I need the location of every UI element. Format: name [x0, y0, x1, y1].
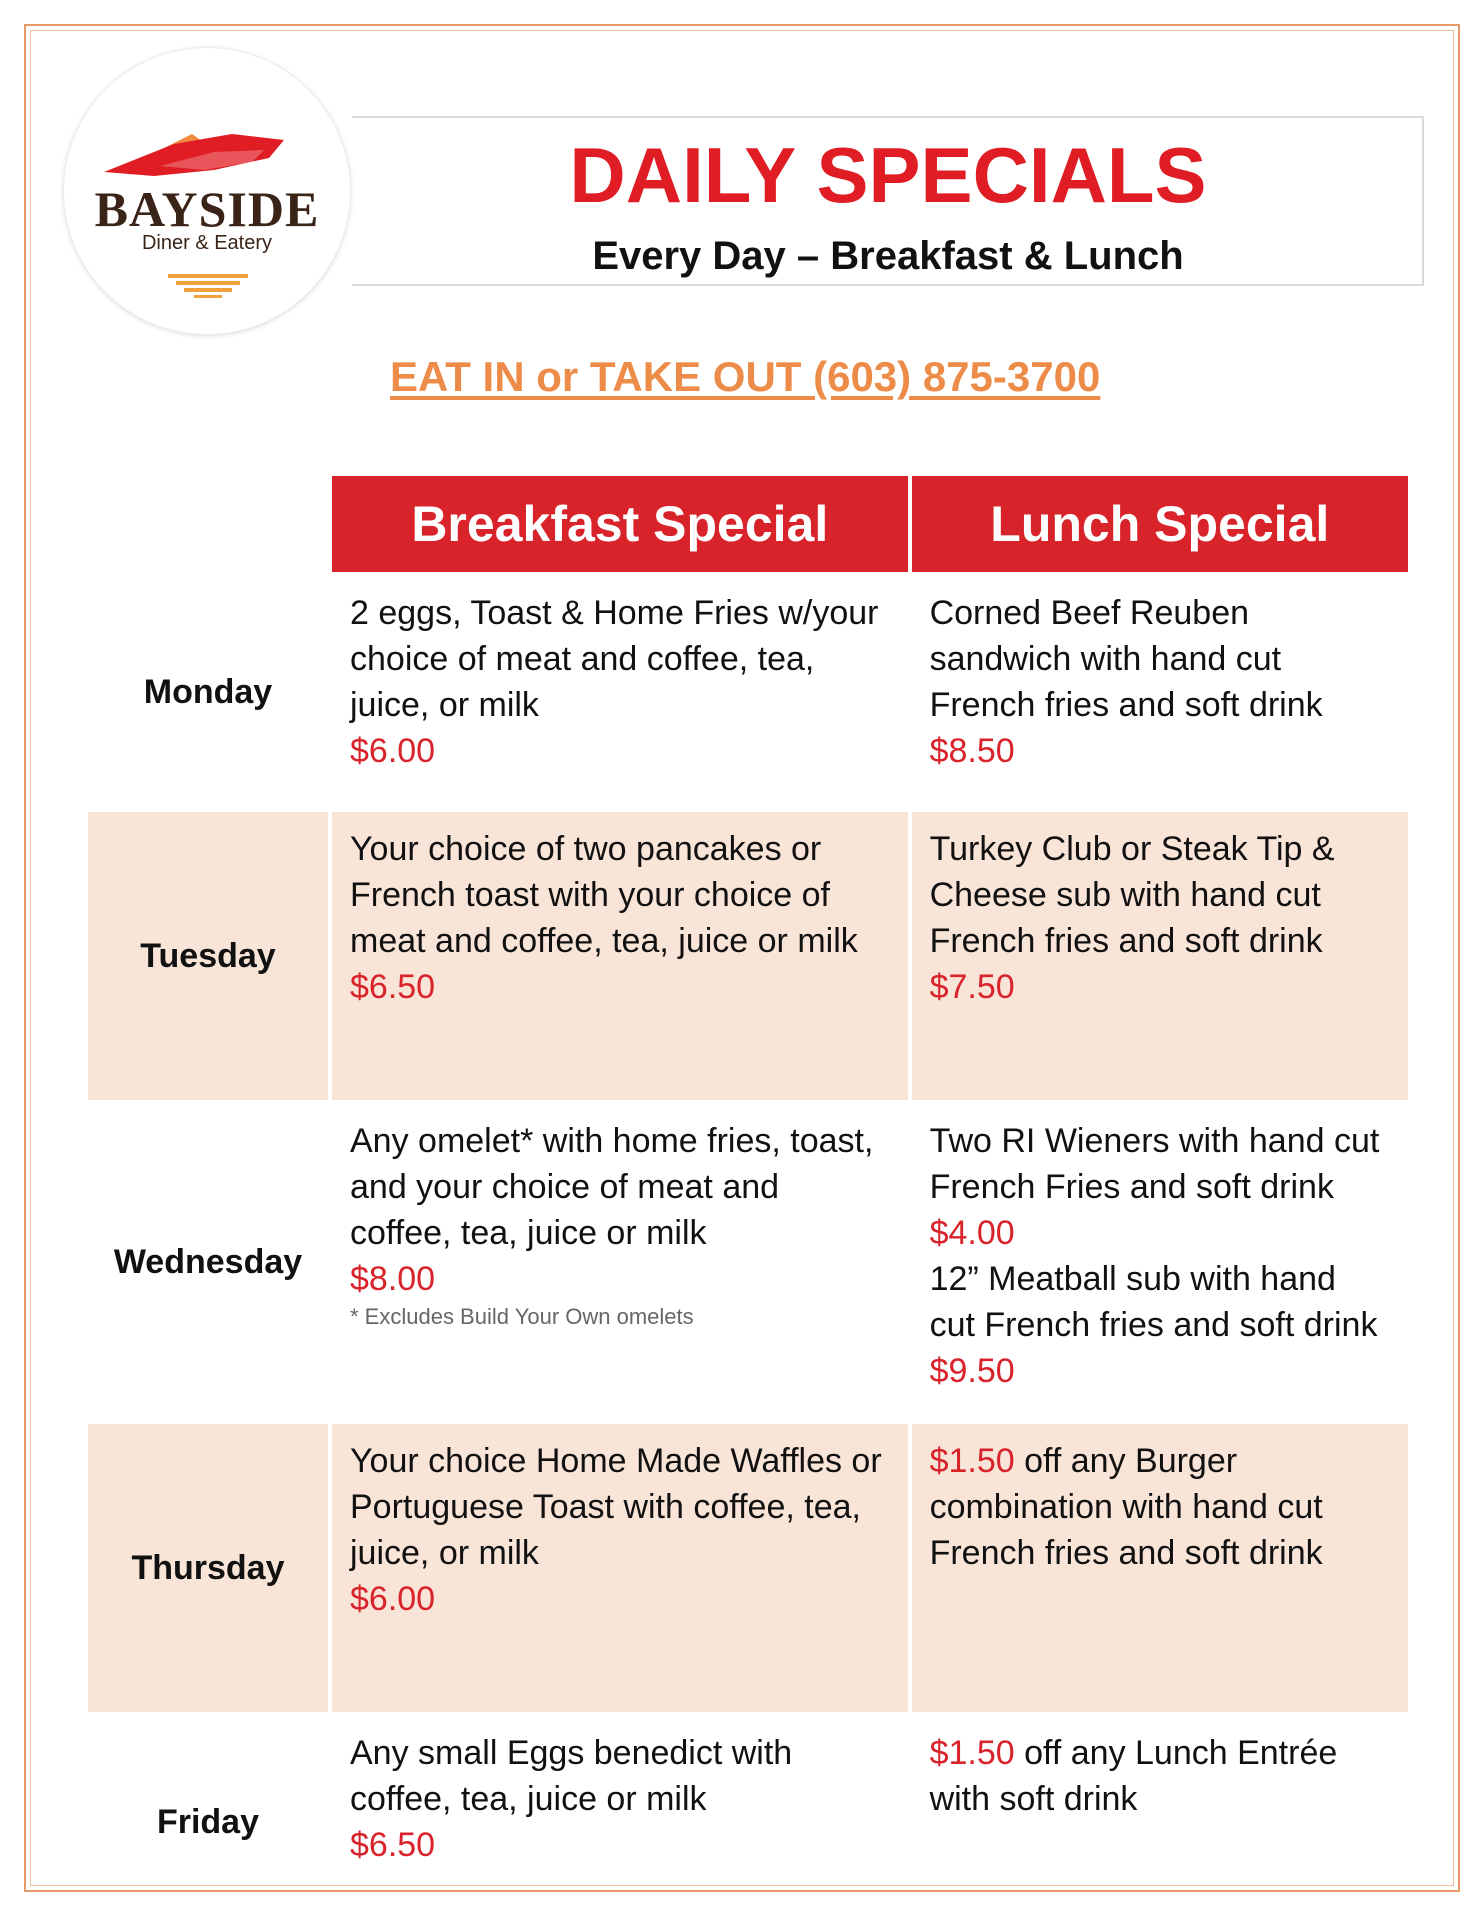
lunch-price-2: $9.50: [929, 1352, 1015, 1390]
table-header-row: [88, 476, 1408, 572]
lunch-cell: [912, 1716, 1408, 1928]
lunch-description: Turkey Club or Steak Tip & Cheese sub with hand cut French fries and soft drink: [929, 830, 1335, 960]
table-row-tuesday: [88, 812, 1408, 1100]
day-label: Friday: [156, 1802, 260, 1841]
specials-table: [84, 472, 1412, 1932]
lunch-price: $8.50: [929, 732, 1015, 770]
lunch-cell: [912, 576, 1408, 808]
breakfast-price: $6.50: [350, 968, 436, 1006]
breakfast-price: $6.50: [350, 1826, 436, 1864]
breakfast-price: $6.00: [350, 732, 436, 770]
breakfast-footnote: * Excludes Build Your Own omelets: [350, 1304, 694, 1329]
logo-subtitle: Diner & Eatery: [141, 232, 273, 254]
breakfast-cell: [332, 812, 908, 1100]
header-blank: [88, 476, 328, 572]
day-label: Wednesday: [113, 1242, 303, 1281]
lunch-cell: [912, 1424, 1408, 1712]
day-label: Monday: [143, 672, 273, 711]
breakfast-price: $6.00: [350, 1580, 436, 1618]
breakfast-description: Your choice Home Made Waffles or Portuguese Toast with coffee, tea, juice, or milk: [350, 1442, 882, 1572]
lunch-cell: [912, 1104, 1408, 1420]
breakfast-cell: [332, 1716, 908, 1928]
lunch-discount: $1.50: [929, 1442, 1015, 1480]
lunch-discount: $1.50: [929, 1734, 1015, 1772]
table-row-wednesday: [88, 1104, 1408, 1420]
table-row-friday: [88, 1716, 1408, 1928]
lunch-price: $4.00: [929, 1214, 1015, 1252]
lunch-cell: [912, 812, 1408, 1100]
header-breakfast: Breakfast Special: [332, 476, 908, 572]
lunch-description: [930, 1730, 1390, 1822]
breakfast-description: 2 eggs, Toast & Home Fries w/your choice of meat and coffee, tea, juice, or milk: [350, 594, 879, 724]
lunch-offer-text: off any Lunch Entrée with soft drink: [929, 1734, 1338, 1818]
lunch-price: $7.50: [929, 968, 1015, 1006]
breakfast-description: Any omelet* with home fries, toast, and your choice of meat and coffee, tea, juice or milk: [350, 1122, 874, 1252]
breakfast-price: $8.00: [350, 1260, 436, 1298]
header-lunch: Lunch Special: [912, 476, 1408, 572]
breakfast-cell: [332, 1104, 908, 1420]
lunch-description: [930, 1438, 1390, 1576]
breakfast-cell: [332, 576, 908, 808]
lunch-offer-text: off any Burger combination with hand cut French fries and soft drink: [929, 1442, 1323, 1572]
table-row-thursday: [88, 1424, 1408, 1712]
lunch-description: Corned Beef Reuben sandwich with hand cut French fries and soft drink: [929, 594, 1323, 724]
phone-link[interactable]: EAT IN or TAKE OUT (603) 875-3700: [390, 353, 1101, 400]
breakfast-description: Any small Eggs benedict with coffee, tea, juice or milk: [350, 1734, 793, 1818]
table-row-monday: [88, 576, 1408, 808]
lunch-description-2: 12” Meatball sub with hand cut French fries and soft drink: [929, 1260, 1378, 1344]
breakfast-description: Your choice of two pancakes or French toast with your choice of meat and coffee, tea, juice or milk: [350, 830, 858, 960]
page-title: DAILY SPECIALS: [569, 131, 1207, 219]
page-subtitle: Every Day – Breakfast & Lunch: [592, 234, 1184, 278]
logo-name: BAYSIDE: [94, 181, 320, 237]
day-label: Thursday: [88, 1424, 328, 1712]
day-label: Tuesday: [88, 812, 328, 1100]
lunch-description: Two RI Wieners with hand cut French Fries and soft drink: [929, 1122, 1380, 1206]
bayside-logo: [64, 48, 350, 334]
breakfast-cell: [332, 1424, 908, 1712]
